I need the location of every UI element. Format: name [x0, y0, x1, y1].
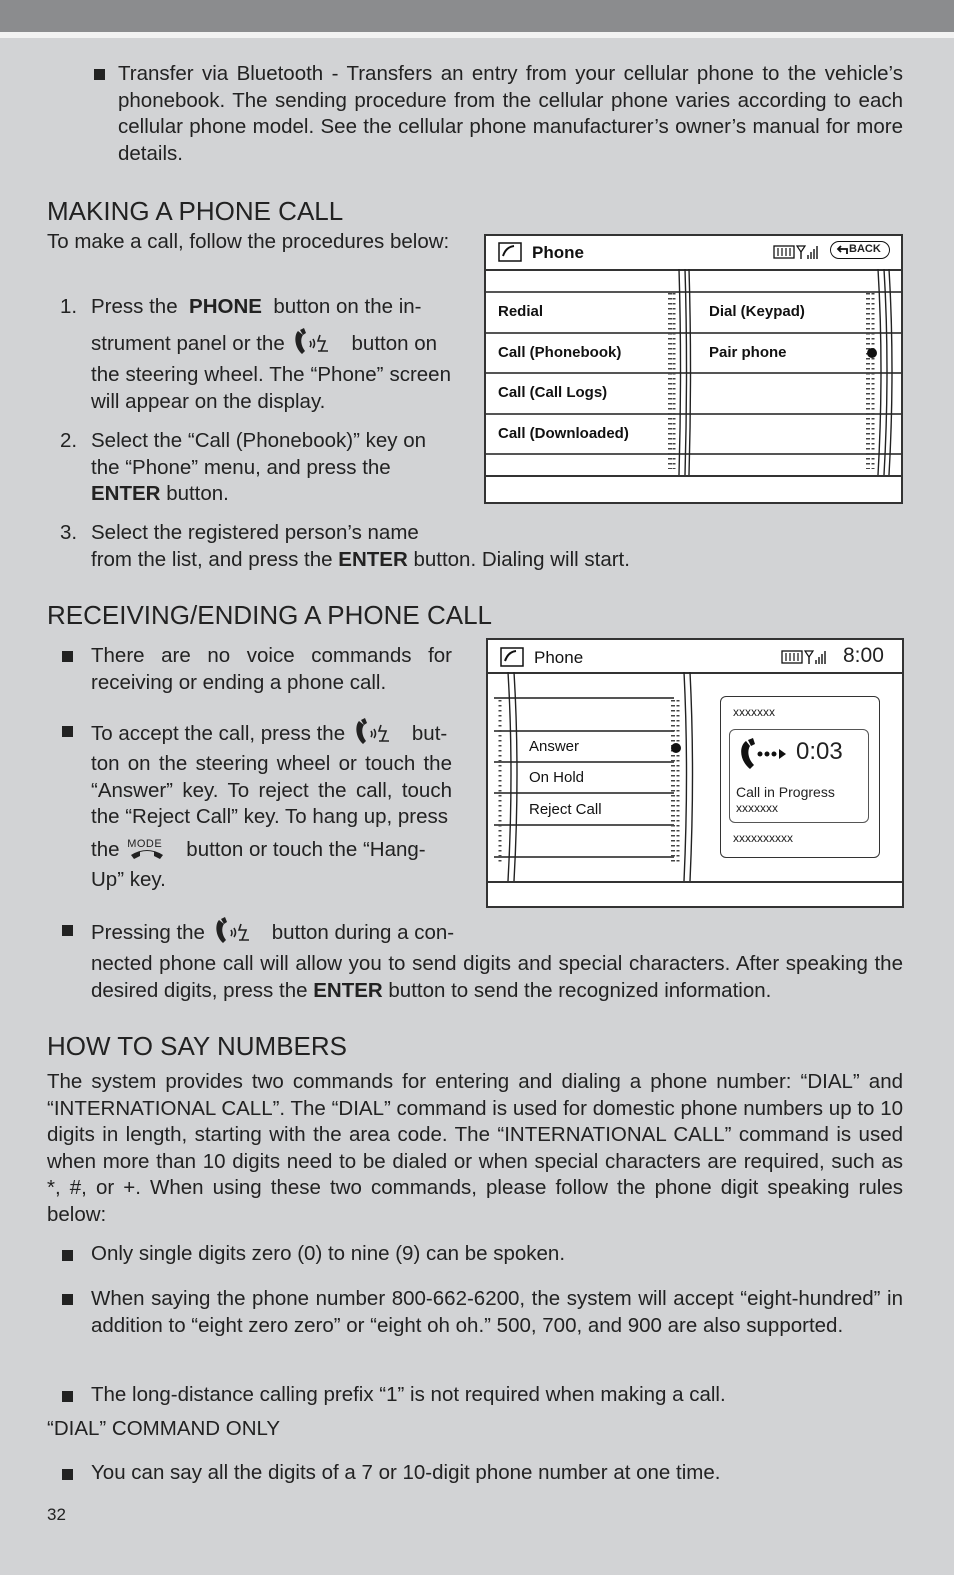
bullet-square	[62, 1391, 73, 1402]
divider	[486, 475, 901, 477]
back-button[interactable]: BACK	[830, 241, 890, 259]
call-status-box	[729, 729, 869, 823]
caller-top: xxxxxxx	[733, 705, 775, 719]
dial-command-bullet: You can say all the digits of a 7 or 10-digit phone number at one time.	[91, 1461, 721, 1484]
menu-item-pair-phone[interactable]: Pair phone	[709, 344, 787, 361]
reject-call-button[interactable]: Reject Call	[529, 801, 602, 818]
making-call-intro: To make a call, follow the procedures below:	[47, 230, 450, 253]
menu-item-call-downloaded[interactable]: Call (Downloaded)	[498, 425, 629, 442]
screen-title: Phone	[532, 243, 584, 262]
dial-command-subheading: “DIAL” COMMAND ONLY	[47, 1417, 281, 1440]
numbers-paragraph: The system provides two commands for entering and dialing a phone number: “DIAL” and “INTERNATIONAL CALL”. The “DIAL” command is used for domestic phone numbers up to 10 digits in length, starting with the area code. The “INTERNATIONAL CALL” command is used when more than 10 digits need to be dialed or when special characters are required, such as *, #, or +. When using these two commands, please follow the phone digit speaking rules below:	[47, 1070, 903, 1226]
page-header-rule	[0, 32, 954, 38]
caller-mid: xxxxxxx	[736, 801, 778, 815]
call-info-panel	[720, 696, 880, 858]
step-1-line-1: Press the PHONE button on the in-	[91, 295, 422, 318]
talk-phone-icon	[290, 327, 334, 357]
bullet-square	[62, 1469, 73, 1480]
receiving-bullet-3-text: nected phone call will allow you to send digits and special characters. After speaking the desired digits, press the ENTER button to send the recognized information.	[91, 952, 903, 1002]
step-3-line-1: Select the registered person’s name	[91, 521, 419, 544]
making-call-heading: MAKING A PHONE CALL	[47, 196, 344, 226]
how-to-say-numbers-heading: HOW TO SAY NUMBERS	[47, 1031, 348, 1061]
clock: 8:00	[843, 644, 884, 667]
left-scrollbar	[492, 672, 522, 881]
page-number: 32	[47, 1505, 66, 1524]
left-scrollbar[interactable]	[662, 269, 698, 475]
step-number: 3.	[60, 521, 78, 544]
bluetooth-transfer-text: Transfer via Bluetooth - Transfers an entry from your cellular phone to the vehicle’s phonebook. The sending procedure from the cellular phone varies according to each cellular phone model. See the cellular phone manufacturer’s owner’s manual for more details.	[118, 62, 903, 165]
receiving-bullet-2-text: ton on the steering wheel or touch the “Answer” key. To reject the call, touch the “Reject Call” key. To hang up, press	[91, 752, 452, 828]
phone-menu-screen	[484, 234, 903, 504]
bullet-square	[62, 726, 73, 737]
active-call-icon	[736, 738, 792, 772]
right-scrollbar[interactable]	[664, 672, 700, 881]
numbers-bullet-1: Only single digits zero (0) to nine (9) can be spoken.	[91, 1242, 566, 1265]
receiving-bullet-2-line-1: To accept the call, press the but-	[91, 717, 452, 748]
menu-item-dial-keypad[interactable]: Dial (Keypad)	[709, 303, 805, 320]
divider	[488, 881, 902, 883]
bullet-square	[62, 651, 73, 662]
receiving-call-heading: RECEIVING/ENDING A PHONE CALL	[47, 600, 493, 630]
receiving-bullet-2-end: Up” key.	[91, 868, 166, 891]
step-number: 2.	[60, 429, 78, 452]
answer-button[interactable]: Answer	[529, 738, 580, 755]
incoming-call-screen	[486, 638, 904, 908]
step-number: 1.	[60, 295, 78, 318]
on-hold-button[interactable]: On Hold	[529, 769, 585, 786]
battery-signal-icon	[772, 242, 824, 262]
receiving-bullet-3-line-1: Pressing the button during a con-	[91, 916, 461, 947]
mode-hangup-icon: MODE	[125, 833, 169, 863]
bullet-square	[94, 69, 105, 80]
numbers-bullet-3: The long-distance calling prefix “1” is not required when making a call.	[91, 1383, 726, 1406]
right-scrollbar[interactable]	[854, 269, 898, 475]
menu-item-call-logs[interactable]: Call (Call Logs)	[498, 384, 608, 401]
phone-icon	[500, 647, 524, 667]
bullet-square	[62, 925, 73, 936]
bullet-square	[62, 1294, 73, 1305]
talk-phone-icon	[211, 916, 255, 946]
step-1-line-2: strument panel or the button on	[91, 327, 451, 358]
receiving-bullet-1: There are no voice commands for receiving or ending a phone call.	[91, 644, 452, 694]
battery-signal-icon	[780, 647, 832, 667]
menu-item-call-phonebook[interactable]: Call (Phonebook)	[498, 344, 622, 361]
receiving-bullet-2-line-mode: the MODE button or touch the “Hang-	[91, 833, 452, 864]
menu-item-redial[interactable]: Redial	[498, 303, 544, 320]
bullet-square	[62, 1250, 73, 1261]
page-header-bar	[0, 0, 954, 32]
back-arrow-icon	[835, 244, 849, 256]
call-timer: 0:03	[796, 738, 843, 765]
step-2-text: Select the “Call (Phonebook)” key on the “Phone” menu, and press the ENTER button.	[91, 429, 427, 505]
phone-icon	[498, 242, 522, 262]
step-3-text: from the list, and press the ENTER button. Dialing will start.	[91, 548, 630, 571]
call-status-text: Call in Progress	[736, 784, 835, 800]
caller-bottom: xxxxxxxxxx	[733, 831, 793, 845]
screen-title: Phone	[534, 648, 584, 667]
talk-phone-icon	[351, 717, 395, 747]
numbers-bullet-2: When saying the phone number 800-662-6200, the system will accept “eight-hundred” in addition to “eight zero zero” or “eight oh oh.” 500, 700, and 900 are also supported.	[91, 1287, 903, 1337]
step-1-line-3: the steering wheel. The “Phone” screen will appear on the display.	[91, 363, 451, 413]
